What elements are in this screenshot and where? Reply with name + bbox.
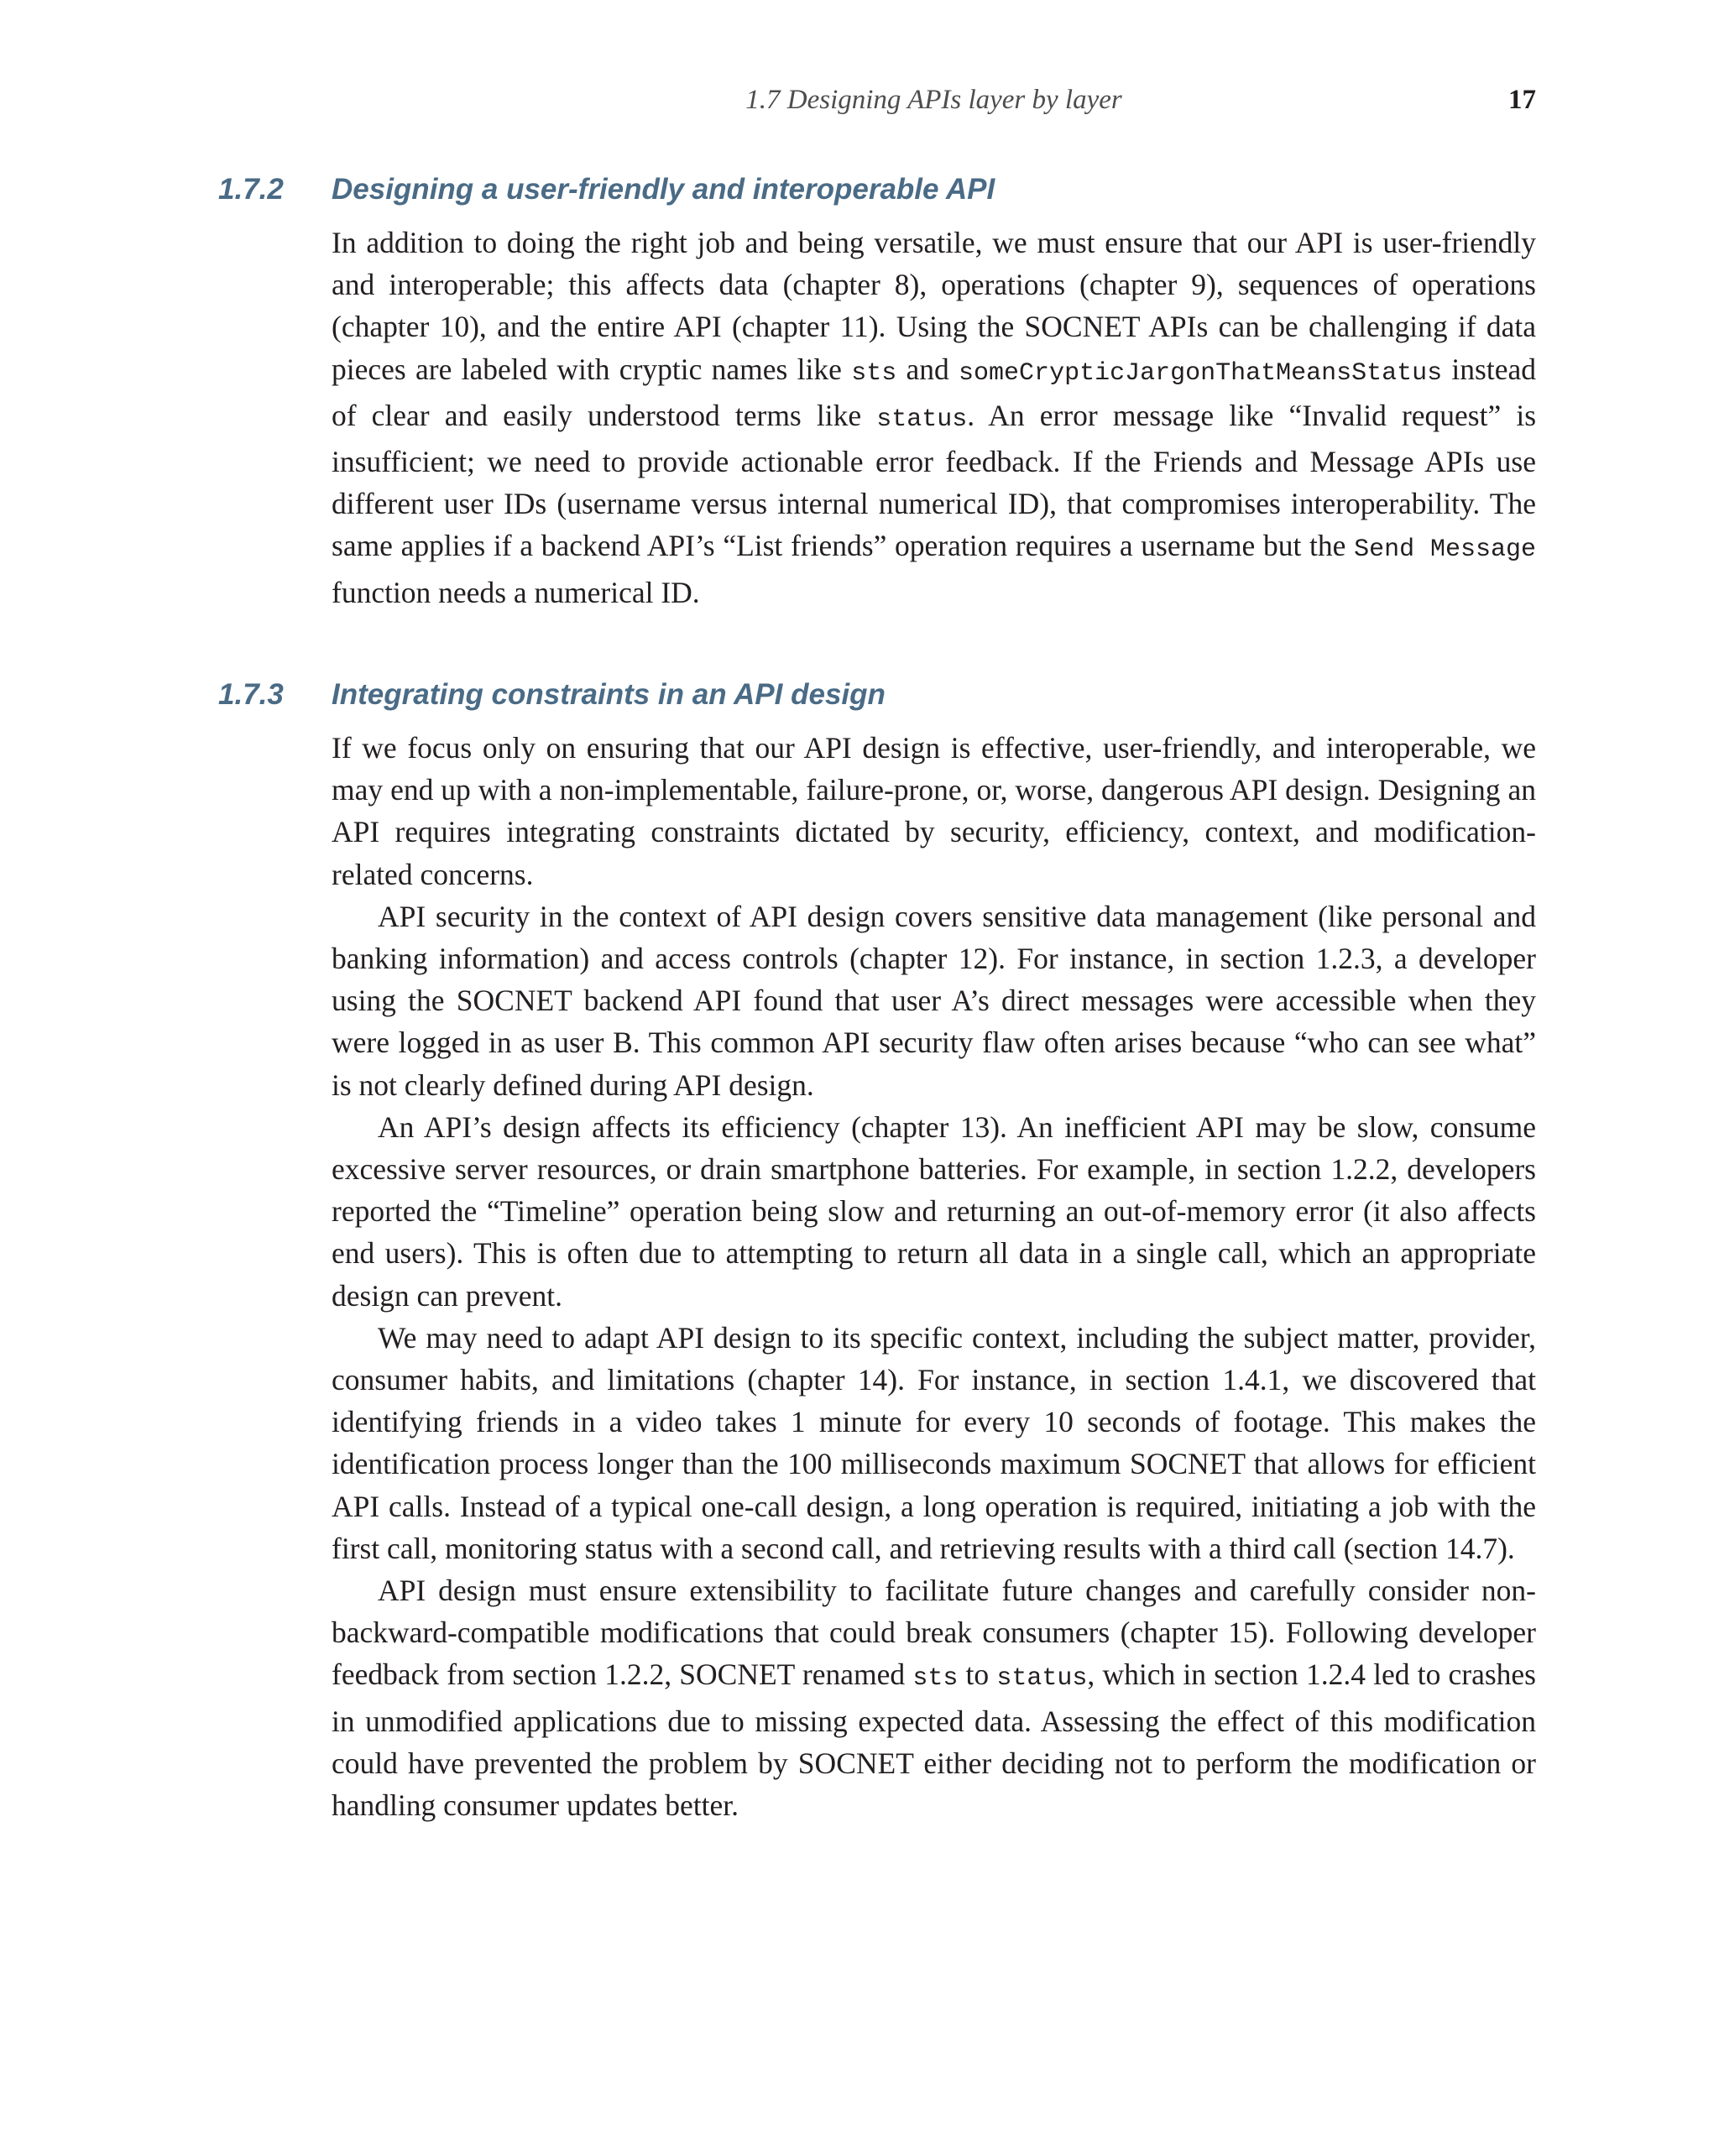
text-run: to (958, 1657, 997, 1692)
paragraph: API security in the context of API design covers sensitive data management (like personal and banking information) and access controls (chapter 12). For instance, in section 1.2.3, a developer using the SOCNET backend API found that user A’s direct messages were accessible when they were logged in as user B. This common API security flaw often arises because “who can see what” is not clearly defined during API design. (332, 899, 1536, 1102)
text-run: In addition to doing the right job and being versatile, we must ensure that our API is user-friendly and interoperable; this affects data (chapter 8), operations (chapter 9), sequences of operations (chapter 10), and the entire API (chapter 11). Using the SOCNET APIs can be challenging if data pieces are labeled with cryptic names like (332, 226, 1536, 386)
running-head (332, 79, 1536, 121)
section-title: Designing a user-friendly and interoperable API (332, 173, 995, 206)
paragraph: An API’s design affects its efficiency (chapter 13). An inefficient API may be slow, consume excessive server resources, or drain smartphone batteries. For example, in section 1.2.2, developers reported the “Timeline” operation being slow and returning an out-of-memory error (it also affects end users). This is often due to attempting to return all data in a single call, which an appropriate design can prevent. (332, 1109, 1536, 1313)
code-send-message: Send Message (1354, 535, 1536, 565)
text-run: function needs a numerical ID. (332, 575, 700, 609)
paragraph (332, 222, 1536, 613)
paragraph (332, 1569, 1536, 1826)
section-heading (218, 166, 1536, 213)
text-run: and (896, 352, 959, 386)
text-run: API design must ensure extensibility to facilitate future changes and carefully consider non-backward-compatible modifications that could break consumers (chapter 15). Following developer feedback from section 1.2.2, SOCNET renamed (332, 1574, 1536, 1692)
running-title: 1.7 Designing APIs layer by layer (745, 85, 1122, 115)
section-1-7-3 (218, 671, 1536, 1826)
code-status: status (876, 405, 968, 434)
section-heading (218, 671, 1536, 718)
paragraph: We may need to adapt API design to its specific context, including the subject matter, provider, consumer habits, and limitations (chapter 14). For instance, in section 1.4.1, we discovered that identifying friends in a video takes 1 minute for every 10 seconds of footage. This makes the identification process longer than the 100 milliseconds maximum SOCNET that allows for efficient API calls. Instead of a typical one-call design, a long operation is required, initiating a job with the first call, monitoring status with a second call, and retrieving results with a third call (section 14.7). (332, 1320, 1536, 1565)
code-cryptic-name: someCrypticJargonThatMeansStatus (959, 358, 1443, 388)
section-number: 1.7.2 (218, 173, 284, 206)
code-sts: sts (912, 1664, 959, 1694)
text-run: , which in section 1.2.4 led to crashes in unmodified applications due to missing expected data. Assessing the effect of this modification could have prevented the problem by SOCNET either deciding not to perform the modification or handling consumer updates better. (332, 1657, 1536, 1823)
text-run: instead of clear and easily understood terms like (332, 352, 1536, 432)
paragraph: If we focus only on ensuring that our API design is effective, user-friendly, and interoperable, we may end up with a non-implementable, failure-prone, or, worse, dangerous API design. Designing an API requires integrating constraints dictated by security, efficiency, context, and modification-related concerns. (332, 731, 1536, 891)
section-title: Integrating constraints in an API design (332, 678, 886, 711)
text-run: . An error message like “Invalid request” is insufficient; we need to provide actionable error feedback. If the Friends and Message APIs use different user IDs (username versus internal numerical ID), that compromises interoperability. The same applies if a backend API’s “List friends” operation requires a username but the (332, 398, 1537, 563)
code-sts: sts (851, 358, 897, 388)
page-number: 17 (1508, 85, 1536, 115)
section-number: 1.7.3 (218, 678, 284, 711)
section-1-7-2 (218, 166, 1537, 613)
code-status: status (996, 1664, 1088, 1694)
